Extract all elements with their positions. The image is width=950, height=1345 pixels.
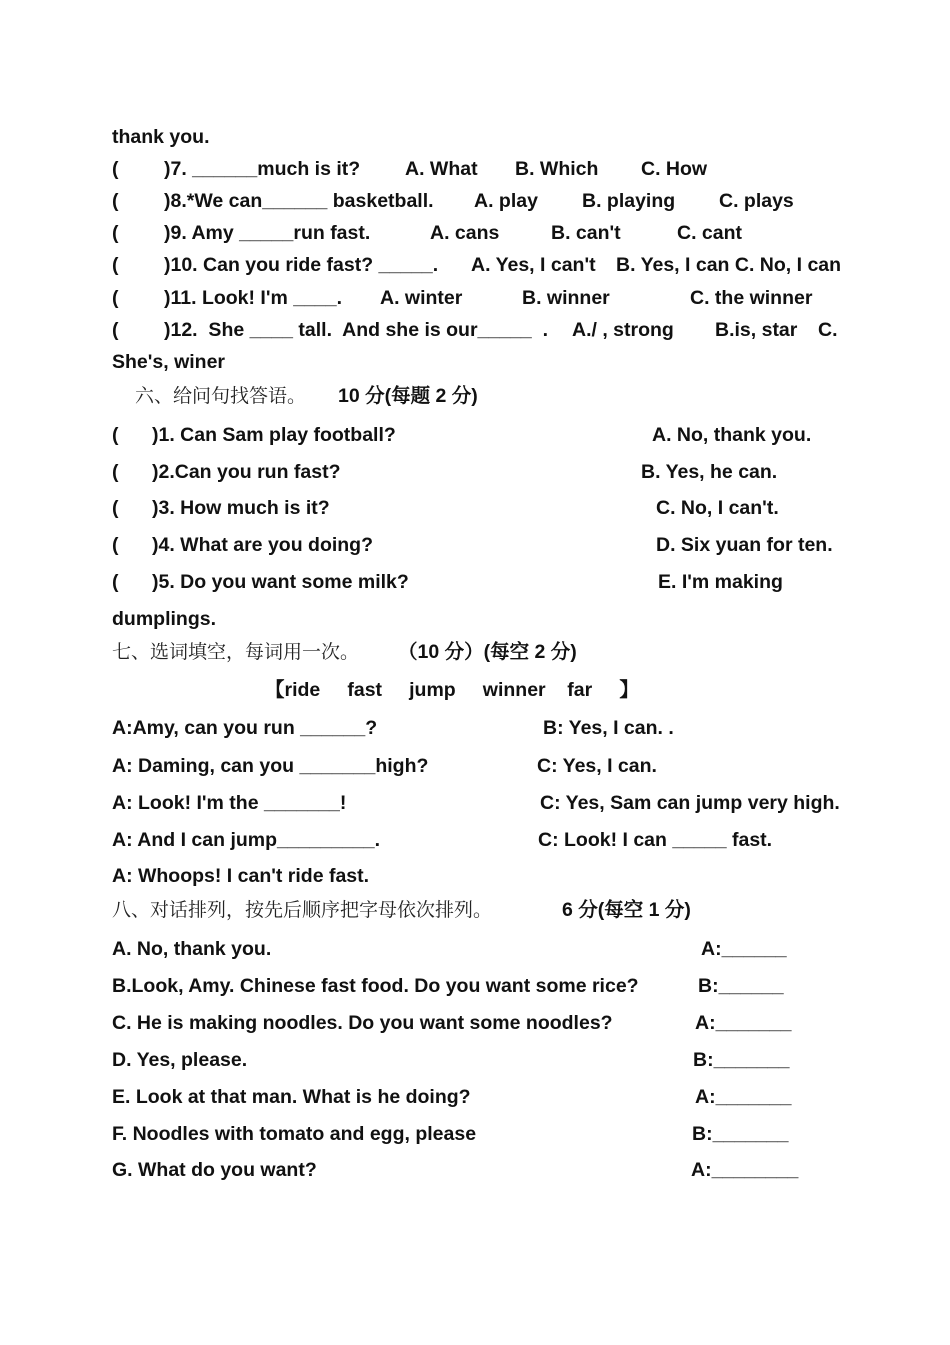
option-bc: B. Yes, I can C. No, I can bbox=[616, 254, 842, 276]
answer-paren: ( bbox=[112, 571, 119, 593]
dialogue-left: A: And I can jump_________. bbox=[112, 829, 381, 851]
answer-option: D. Six yuan for ten. bbox=[656, 534, 833, 556]
sentence-option: E. Look at that man. What is he doing? bbox=[112, 1086, 471, 1108]
order-blank: A:_______ bbox=[695, 1012, 792, 1034]
order-blank: B:______ bbox=[698, 975, 784, 997]
section-score: 10 分(每题 2 分) bbox=[338, 385, 478, 407]
dialogue-left: A: Look! I'm the _______! bbox=[112, 792, 347, 814]
answer-option: C. No, I can't. bbox=[656, 497, 779, 519]
answer-paren: ( bbox=[112, 497, 119, 519]
answer-paren: ( bbox=[112, 190, 119, 212]
dialogue-right: B: Yes, I can. . bbox=[543, 717, 674, 739]
option-b: B.is, star bbox=[715, 319, 798, 341]
option-a: A./ , strong bbox=[572, 319, 674, 341]
option-a: A. play bbox=[474, 190, 538, 212]
section-score: 6 分(每空 1 分) bbox=[562, 899, 691, 921]
sentence-option: G. What do you want? bbox=[112, 1159, 317, 1181]
answer-paren: ( bbox=[112, 319, 119, 341]
dialogue-right: C: Look! I can _____ fast. bbox=[538, 829, 773, 851]
section-heading: 六、给问句找答语。 bbox=[135, 385, 307, 407]
question-text: )10. Can you ride fast? _____. bbox=[164, 254, 439, 276]
answer-option: A. No, thank you. bbox=[652, 424, 812, 446]
question-text: )11. Look! I'm ____. bbox=[164, 287, 343, 309]
question-text: )12. She ____ tall. And she is our_____ . bbox=[164, 319, 549, 341]
option-a: A. cans bbox=[430, 222, 500, 244]
dialogue-left: A:Amy, can you run ______? bbox=[112, 717, 378, 739]
dialogue-right: C: Yes, Sam can jump very high. bbox=[540, 792, 840, 814]
dialogue-right: C: Yes, I can. bbox=[537, 755, 657, 777]
question-text: )5. Do you want some milk? bbox=[152, 571, 409, 593]
order-blank: B:_______ bbox=[693, 1049, 790, 1071]
sentence-option: D. Yes, please. bbox=[112, 1049, 248, 1071]
question-text: )4. What are you doing? bbox=[152, 534, 374, 556]
question-text: )1. Can Sam play football? bbox=[152, 424, 396, 446]
order-blank: A:________ bbox=[691, 1159, 799, 1181]
section-heading: 七、选词填空，每词用一次。 bbox=[112, 641, 360, 663]
question-text: )8.*We can______ basketball. bbox=[164, 190, 434, 212]
sentence-option: F. Noodles with tomato and egg, please bbox=[112, 1123, 477, 1145]
order-blank: A:_______ bbox=[695, 1086, 792, 1108]
question-text: )3. How much is it? bbox=[152, 497, 330, 519]
option-c: C. cant bbox=[677, 222, 743, 244]
option-b: B. can't bbox=[551, 222, 621, 244]
answer-paren: ( bbox=[112, 222, 119, 244]
answer-option: E. I'm making bbox=[658, 571, 783, 593]
option-b: B. winner bbox=[522, 287, 610, 309]
dialogue-left: A: Daming, can you _______high? bbox=[112, 755, 429, 777]
answer-paren: ( bbox=[112, 461, 119, 483]
answer-option: B. Yes, he can. bbox=[641, 461, 778, 483]
section-score: （10 分）(每空 2 分) bbox=[398, 641, 577, 663]
option-a: A. Yes, I can't bbox=[471, 254, 596, 276]
option-b: B. Which bbox=[515, 158, 599, 180]
answer-paren: ( bbox=[112, 424, 119, 446]
sentence-option: B.Look, Amy. Chinese fast food. Do you want some rice? bbox=[112, 975, 639, 997]
option-c: C. plays bbox=[719, 190, 794, 212]
question-text: )9. Amy _____run fast. bbox=[164, 222, 371, 244]
order-blank: A:______ bbox=[701, 938, 787, 960]
option-c: C. the winner bbox=[690, 287, 813, 309]
text-line: thank you. bbox=[112, 126, 210, 148]
option-c: C. How bbox=[641, 158, 708, 180]
sentence-option: A. No, thank you. bbox=[112, 938, 272, 960]
option-c: C. bbox=[818, 319, 838, 341]
word-bank: 【ride fast jump winner far 】 bbox=[265, 679, 639, 701]
question-text: )7. ______much is it? bbox=[164, 158, 361, 180]
question-text: )2.Can you run fast? bbox=[152, 461, 341, 483]
answer-paren: ( bbox=[112, 287, 119, 309]
option-a: A. winter bbox=[380, 287, 463, 309]
order-blank: B:_______ bbox=[692, 1123, 789, 1145]
option-b: B. playing bbox=[582, 190, 676, 212]
answer-paren: ( bbox=[112, 254, 119, 276]
answer-paren: ( bbox=[112, 534, 119, 556]
section-heading: 八、对话排列，按先后顺序把字母依次排列。 bbox=[112, 899, 493, 921]
question-continuation: She's, winer bbox=[112, 351, 226, 373]
answer-paren: ( bbox=[112, 158, 119, 180]
sentence-option: C. He is making noodles. Do you want some noodles? bbox=[112, 1012, 613, 1034]
dialogue-left: A: Whoops! I can't ride fast. bbox=[112, 865, 370, 887]
option-a: A. What bbox=[405, 158, 478, 180]
answer-continuation: dumplings. bbox=[112, 608, 216, 630]
